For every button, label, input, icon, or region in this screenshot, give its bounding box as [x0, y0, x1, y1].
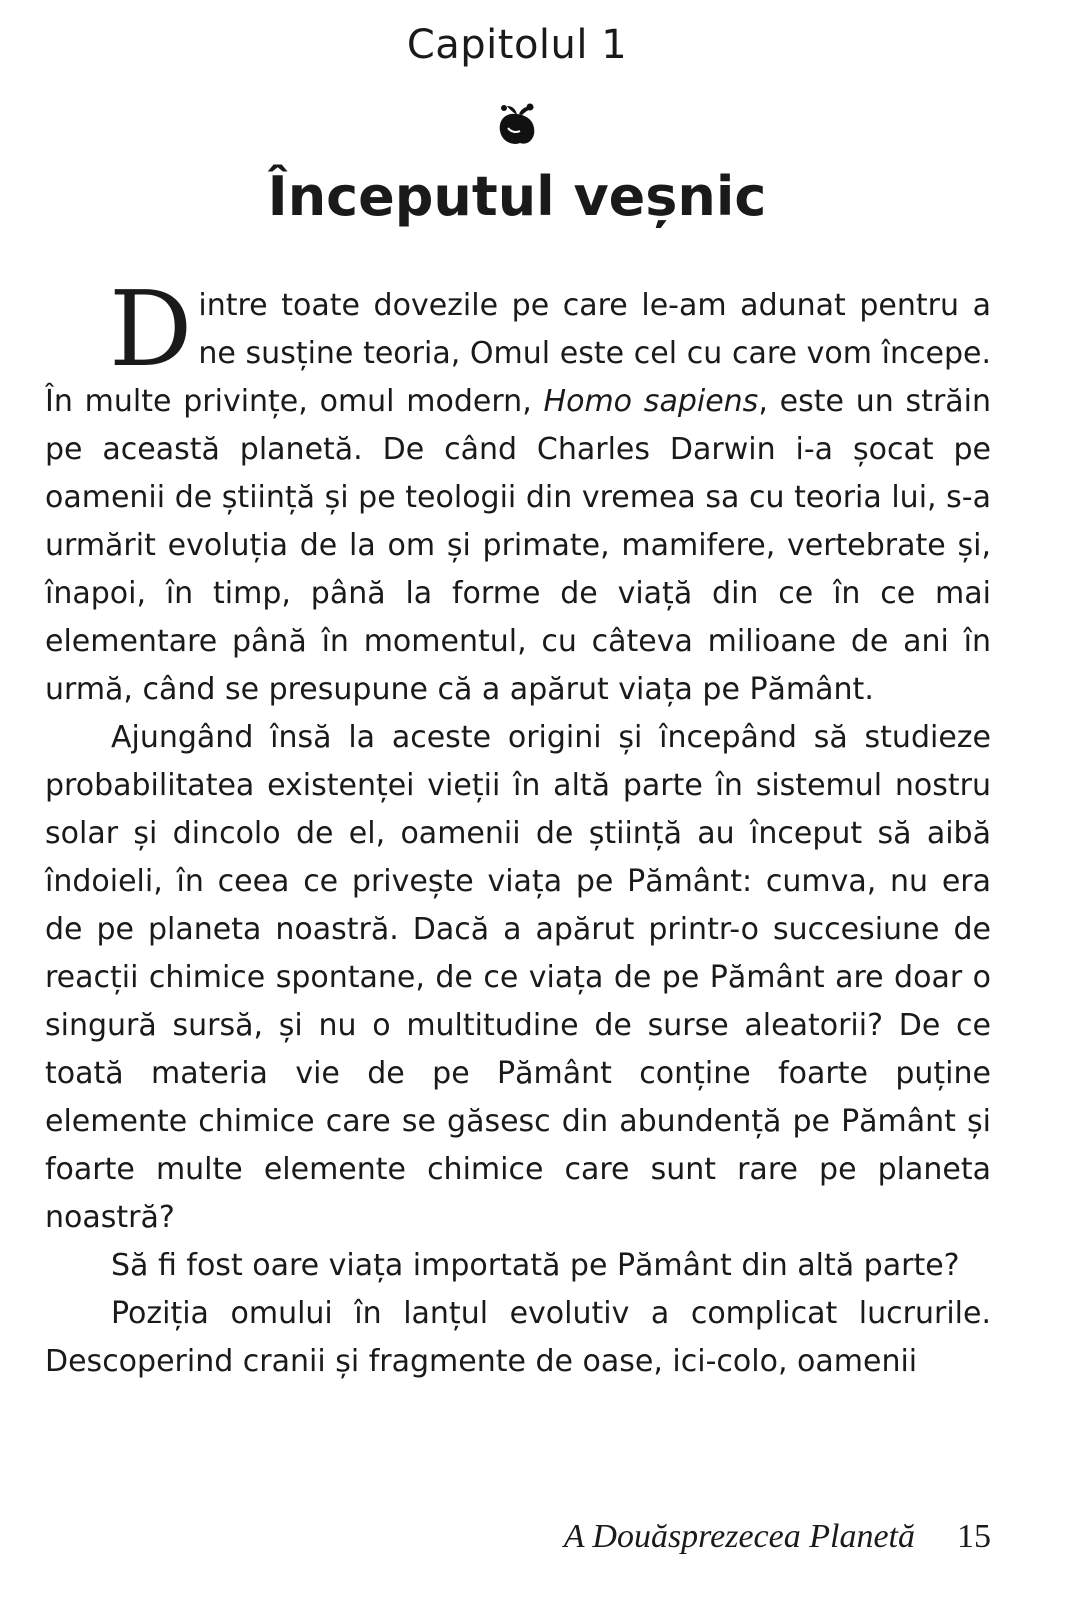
page-footer	[564, 1518, 991, 1556]
paragraph-2: Ajungând însă la aceste origini și începând să studieze probabilitatea existenței vieții în altă parte în sistemul nostru solar și dincolo de el, oamenii de știință au început să aibă îndoieli, în ceea ce privește viața pe Pământ: cumva, nu era de pe planeta noastră. Dacă a apărut printr-o succesiune de reacții chimice spontane, de ce viața de pe Pământ are doar o singură sursă, și nu o multitudine de surse aleatorii? De ce toată materia vie de pe Pământ conține foarte puține elemente chimice care se găsesc din abundență pe Pământ și foarte multe elemente chimice care sunt rare pe planeta noastră?	[45, 720, 991, 1235]
fleuron-icon	[492, 100, 542, 150]
paragraph-4: Poziția omului în lanțul evolutiv a complicat lucrurile. Descoperind cranii și fragmente de oase, ici-colo, oamenii	[45, 1296, 991, 1379]
paragraph-1	[45, 268, 992, 714]
page-number: 15	[957, 1518, 991, 1555]
drop-cap: D	[109, 268, 193, 390]
paragraph-3: Să fi fost oare viața importată pe Pământ din altă parte?	[111, 1248, 960, 1283]
chapter-label: Capitolul 1	[406, 22, 628, 68]
paragraph-1-text-a: intre toate dovezile pe care le-am adunat pentru a ne susține teoria, Omul este cel cu care vom începe. În multe privințe, omul modern,	[45, 288, 991, 419]
paragraph-1-italic: Homo sapiens	[543, 384, 759, 419]
chapter-body	[45, 268, 992, 1386]
chapter-title: Începutul veșnic	[267, 165, 767, 228]
paragraph-1-text-b: , este un străin pe această planetă. De când Charles Darwin i-a șocat pe oamenii de știință și pe teologii din vremea sa cu teoria lui, s-a urmărit evoluția de la om și primate, mamifere, vertebrate și, înapoi, în timp, până la forme de viață din ce în ce mai elementare până în momentul, cu câteva milioane de ani în urmă, când se presupune că a apărut viața pe Pământ.	[45, 384, 992, 707]
running-title: A Douăsprezecea Planetă	[563, 1518, 915, 1555]
